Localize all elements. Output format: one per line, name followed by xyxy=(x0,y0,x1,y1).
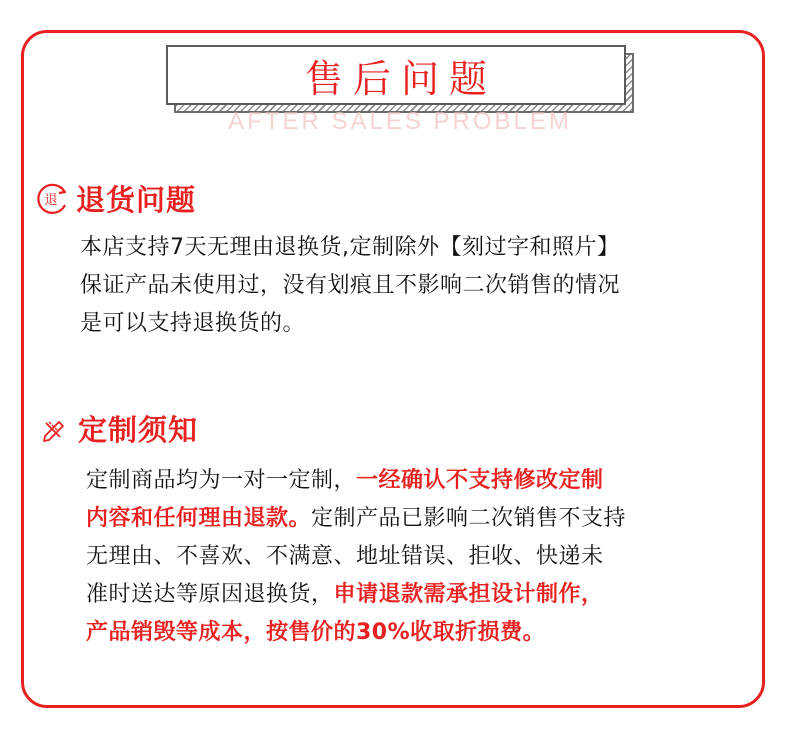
custom-line-1 xyxy=(86,462,626,500)
return-badge-icon xyxy=(34,181,70,217)
custom-title: 定制须知 xyxy=(78,413,199,447)
return-badge-glyph: 退 xyxy=(44,192,58,208)
custom-text: 定制商品均为一对一定制， xyxy=(86,468,357,493)
returns-line: 本店支持7天无理由退换货,定制除外【刻过字和照片】 xyxy=(80,235,620,260)
custom-body xyxy=(86,462,626,652)
custom-text: 定制产品已影响二次销售不支持 xyxy=(311,506,627,531)
custom-highlight: 申请退款需承担设计制作， xyxy=(333,582,604,607)
returns-section-header xyxy=(34,178,196,219)
custom-section-header xyxy=(36,408,198,449)
title-banner xyxy=(166,45,636,113)
title-box xyxy=(166,45,626,105)
page-title: 售后问题 xyxy=(304,56,497,101)
page-subtitle: AFTER SALES PROBLEM xyxy=(228,110,572,134)
custom-line-2 xyxy=(86,500,626,538)
custom-highlight: 一经确认不支持修改定制 xyxy=(356,468,604,493)
custom-line-4 xyxy=(86,576,626,614)
custom-highlight: 内容和任何理由退款。 xyxy=(86,506,312,531)
pencil-ruler-icon xyxy=(36,411,72,447)
custom-line-3: 无理由、不喜欢、不满意、地址错误、拒收、快递未 xyxy=(86,544,604,569)
returns-body xyxy=(80,229,620,343)
returns-line: 是可以支持退换货的。 xyxy=(80,311,306,336)
custom-line-5: 产品销毁等成本，按售价的30%收取折损费。 xyxy=(86,620,546,645)
returns-title: 退货问题 xyxy=(76,183,197,217)
returns-line: 保证产品未使用过，没有划痕且不影响二次销售的情况 xyxy=(80,273,621,298)
custom-text: 准时送达等原因退换货， xyxy=(86,582,334,607)
